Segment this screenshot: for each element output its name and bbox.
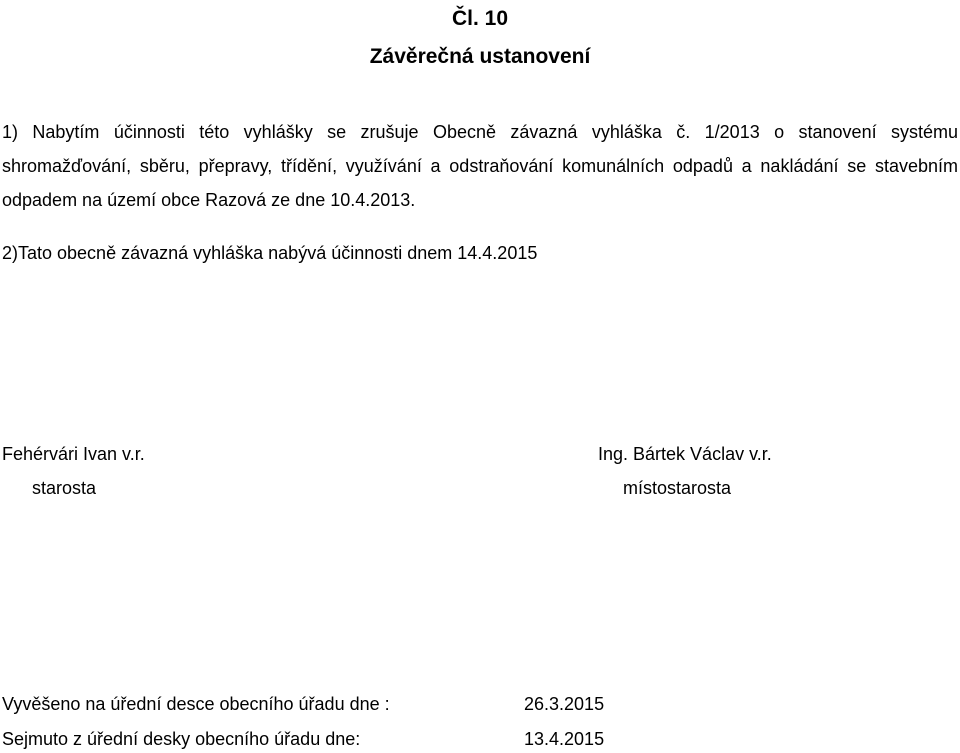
removed-row xyxy=(2,728,604,750)
posted-label: Vyvěšeno na úřední desce obecního úřadu dne : xyxy=(2,694,390,714)
paragraph-repeal: 1) Nabytím účinnosti této vyhlášky se zrušuje Obecně závazná vyhláška č. 1/2013 o stanovení systému shromažďování, sběru, přepravy, třídění, využívání a odstraňování komunálních odpadů a nakládání se stavebním odpadem na území obce Razová ze dne 10.4.2013. xyxy=(2,122,958,210)
paragraph-effective-date: 2)Tato obecně závazná vyhláška nabývá účinnosti dnem 14.4.2015 xyxy=(2,243,538,263)
posted-row xyxy=(2,693,604,715)
removed-label: Sejmuto z úřední desky obecního úřadu dne: xyxy=(2,729,361,749)
article-number: Čl. 10 xyxy=(451,7,509,30)
signature-deputy-role: místostarosta xyxy=(623,478,732,498)
article-title: Závěrečná ustanovení xyxy=(369,45,591,68)
removed-date: 13.4.2015 xyxy=(524,729,605,749)
signature-mayor-name: Fehérvári Ivan v.r. xyxy=(2,444,145,464)
signature-deputy-name: Ing. Bártek Václav v.r. xyxy=(598,444,772,464)
posted-date: 26.3.2015 xyxy=(524,694,605,714)
signature-mayor-role: starosta xyxy=(32,478,97,498)
